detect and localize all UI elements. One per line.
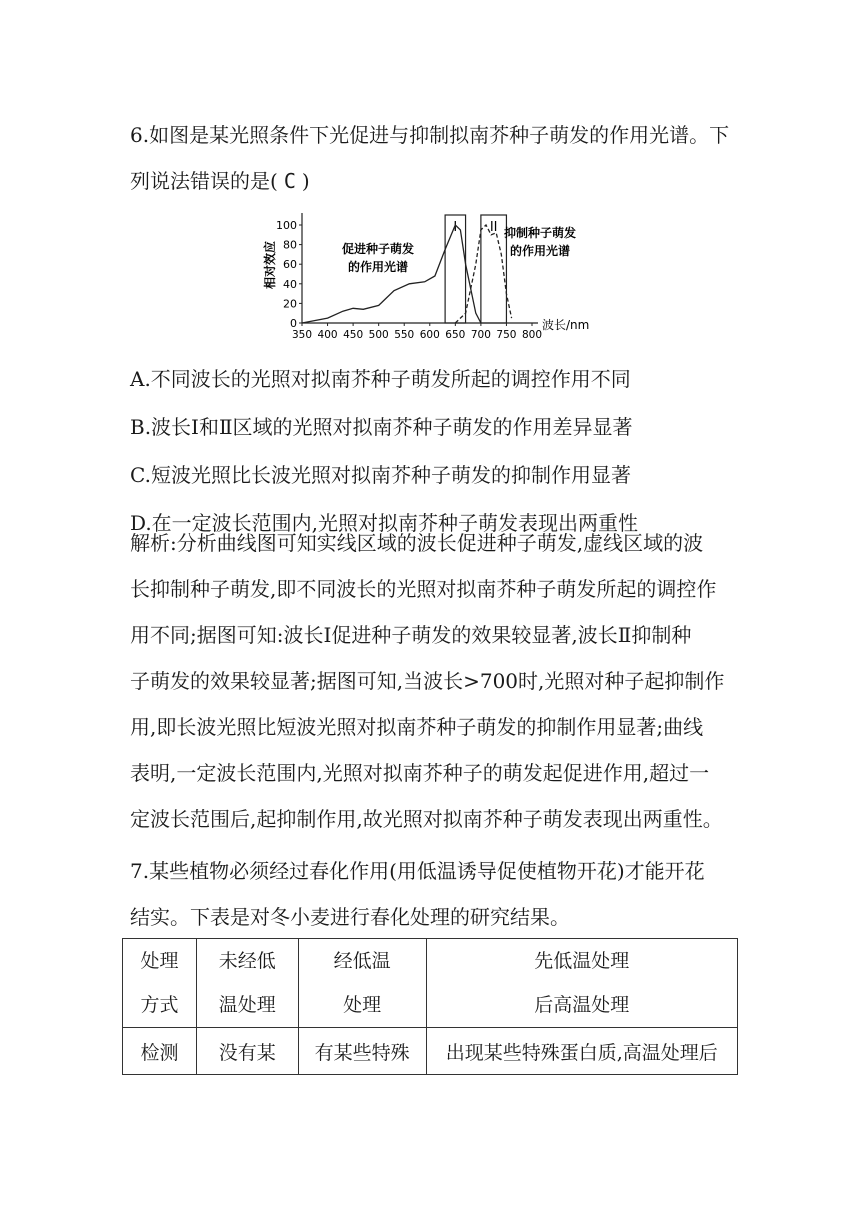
table-cell: 检测 — [123, 1028, 197, 1075]
x-tick-label: 700 — [470, 329, 491, 341]
analysis-line: 用,即长波光照比短波光照对拟南芥种子萌发的抑制作用显著;曲线 — [130, 715, 704, 739]
y-tick-label: 100 — [276, 219, 297, 232]
x-axis-label: 波长/nm — [542, 318, 590, 332]
inhibit-label-line-1: 抑制种子萌发 — [504, 226, 577, 240]
promote-curve — [302, 225, 481, 323]
x-tick-label: 650 — [445, 329, 466, 341]
promote-label-line-1: 促进种子萌发 — [342, 242, 415, 256]
y-tick-label: 60 — [283, 258, 297, 272]
table-header-row — [123, 939, 738, 1028]
vernalization-table — [122, 938, 738, 1075]
option-c: C.短波光照比长波光照对拟南芥种子萌发的抑制作用显著 — [130, 463, 631, 487]
table-row — [123, 1028, 738, 1075]
action-spectrum-chart — [260, 205, 600, 345]
x-tick-label: 550 — [394, 329, 415, 341]
x-tick-label: 400 — [317, 329, 338, 341]
region-1-label: I — [453, 220, 458, 235]
x-tick-label: 500 — [368, 329, 389, 341]
question-6-line-1: 6.如图是某光照条件下光促进与抑制拟南芥种子萌发的作用光谱。下 — [130, 123, 730, 147]
table-cell: 有某些特殊 — [298, 1028, 426, 1075]
option-a: A.不同波长的光照对拟南芥种子萌发所起的调控作用不同 — [130, 367, 631, 391]
promote-label-line-2: 的作用光谱 — [348, 260, 409, 274]
y-axis-label: 相对效应 — [263, 240, 277, 290]
x-tick-label: 800 — [521, 329, 543, 341]
analysis-line: 定波长范围后,起抑制作用,故光照对拟南芥种子萌发表现出两重性。 — [130, 807, 723, 831]
y-tick-label: 20 — [283, 297, 297, 311]
question-6-prefix: 列说法错误的是( — [130, 169, 278, 193]
x-tick-label: 750 — [496, 329, 517, 341]
y-tick-label: 0 — [290, 317, 297, 330]
question-6-line-2 — [130, 158, 740, 204]
question-6 — [130, 112, 740, 204]
analysis-line: 解析:分析曲线图可知实线区域的波长促进种子萌发,虚线区域的波 — [130, 531, 704, 555]
analysis-line: 表明,一定波长范围内,光照对拟南芥种子的萌发起促进作用,超过一 — [130, 761, 710, 785]
answer-options — [130, 355, 750, 547]
analysis-line: 子萌发的效果较显著;据图可知,当波长>700时,光照对种子起抑制作 — [130, 669, 725, 693]
question-7 — [130, 848, 750, 940]
question-6-suffix: ) — [301, 169, 310, 193]
question-7-line: 结实。下表是对冬小麦进行春化处理的研究结果。 — [130, 905, 570, 929]
y-tick-label: 80 — [283, 238, 297, 252]
question-7-line: 7.某些植物必须经过春化作用(用低温诱导促使植物开花)才能开花 — [130, 859, 705, 883]
option-b: B.波长Ⅰ和Ⅱ区域的光照对拟南芥种子萌发的作用差异显著 — [130, 415, 633, 439]
option-d: D.在一定波长范围内,光照对拟南芥种子萌发表现出两重性 — [130, 511, 639, 535]
x-tick-label: 450 — [343, 329, 364, 341]
table-header-cell: 处理 方式 — [123, 939, 197, 1028]
x-tick-label: 600 — [419, 329, 440, 341]
y-tick-label: 40 — [283, 277, 297, 291]
answer-letter: C — [283, 169, 296, 193]
x-tick-label: 350 — [291, 329, 313, 341]
table-header-cell: 未经低 温处理 — [196, 939, 298, 1028]
analysis — [130, 520, 750, 842]
table-header-cell: 先低温处理 后高温处理 — [426, 939, 737, 1028]
inhibit-label-line-2: 的作用光谱 — [510, 244, 571, 258]
analysis-line: 长抑制种子萌发,即不同波长的光照对拟南芥种子萌发所起的调控作 — [130, 577, 717, 601]
analysis-line: 用不同;据图可知:波长Ⅰ促进种子萌发的效果较显著,波长Ⅱ抑制种 — [130, 623, 692, 647]
region-2-label: II — [489, 220, 498, 235]
table-cell: 出现某些特殊蛋白质,高温处理后 — [426, 1028, 737, 1075]
table-header-cell: 经低温 处理 — [298, 939, 426, 1028]
table-cell: 没有某 — [196, 1028, 298, 1075]
